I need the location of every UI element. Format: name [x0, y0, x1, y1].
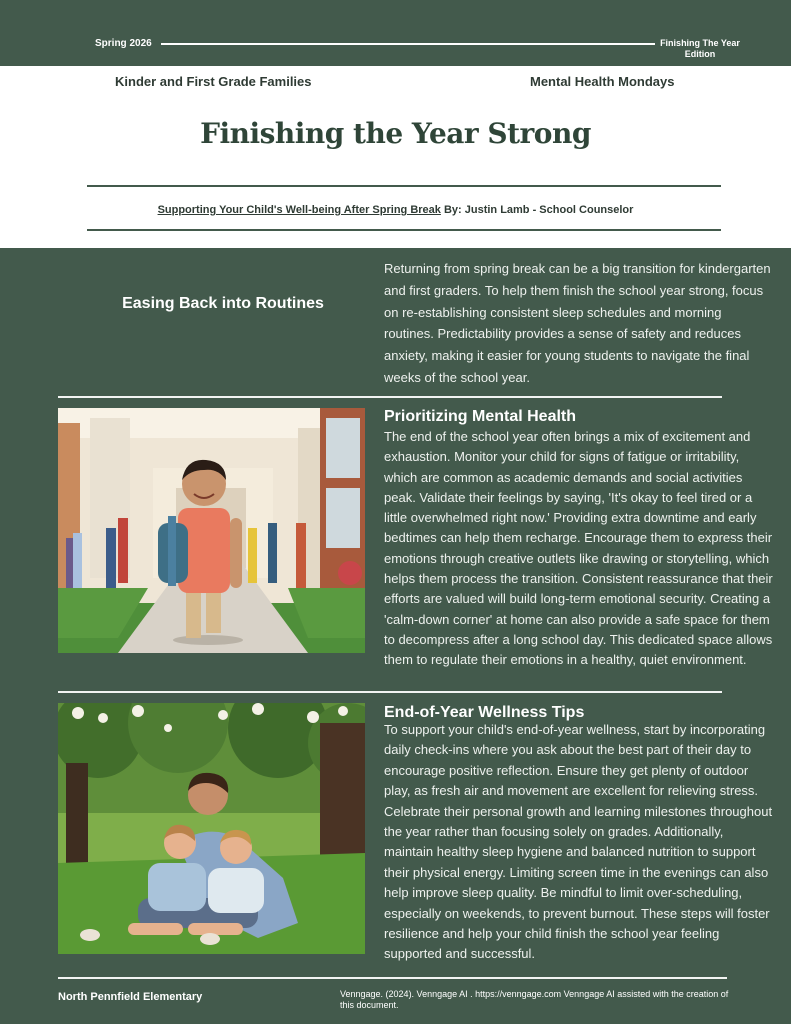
title-rule-top — [87, 185, 721, 187]
audience-label: Kinder and First Grade Families — [115, 74, 312, 89]
photo-child-walking — [58, 408, 365, 653]
section-divider — [58, 396, 722, 398]
school-name: North Pennfield Elementary — [58, 991, 203, 1003]
title-rule-bottom — [87, 229, 721, 231]
byline-subtitle: Supporting Your Child's Well-being After Spring Break — [157, 204, 441, 216]
section-divider — [58, 691, 722, 693]
byline — [0, 204, 791, 216]
section-body-wellness-tips: To support your child's end-of-year wellness, start by incorporating daily check-ins where you ask about the best part of their day to encourage positive reflection. Ensure they get plenty of outdoor play, as fresh air and movement are excellent for relieving stress. Celebrate their personal growth and learning milestones throughout the year rather than focusing solely on grades. Additionally, maintain healthy sleep hygiene and balanced nutrition to support their physical energy. Limiting screen time in the evenings can also help improve sleep quality. Be mindful to limit over-scheduling, especially on weekends, to prevent burnout. These steps will foster resilience and help your child finish the school year feeling supported and successful. — [384, 722, 773, 962]
edition-label: Finishing The Year Edition — [660, 38, 740, 59]
season-label: Spring 2026 — [95, 38, 152, 49]
section-heading-wellness-tips: End-of-Year Wellness Tips — [384, 704, 585, 721]
photo-family-outdoors — [58, 703, 365, 954]
section-body-routines: Returning from spring break can be a big transition for kindergarten and first graders. To help them finish the school year strong, focus on re-establishing consistent sleep schedules and morning routines. Predictability provides a sense of safety and reduces anxiety, making it easier for young students to navigate the final weeks of the school year. — [384, 261, 771, 385]
footer-divider — [58, 977, 727, 979]
series-label: Mental Health Mondays — [530, 74, 675, 89]
page-title: Finishing the Year Strong — [200, 117, 591, 150]
section-heading-mental-health: Prioritizing Mental Health — [384, 408, 577, 425]
section-heading-routines: Easing Back into Routines — [122, 295, 324, 312]
header-rule — [161, 43, 655, 45]
byline-author: By: Justin Lamb - School Counselor — [440, 204, 634, 216]
section-body-mental-health: The end of the school year often brings a mix of excitement and exhaustion. Monitor your child for signs of fatigue or irritability, which are common as academic demands and social activities peak. Validate their feelings by saying, 'It's okay to feel tired or a little overwhelmed right now.' Providing extra downtime and early bedtimes can help them recharge. Encourage them to express their emotions through creative outlets like drawing or storytelling, which helps them process the transition. Consistent reassurance that their efforts are valued will build long-term emotional security. Creating a 'calm-down corner' at home can also provide a safe space for them to decompress after a long school day. This dedicated space allows them to regulate their emotions in a healthy, quiet environment. — [384, 429, 773, 668]
citation-text: Venngage. (2024). Venngage AI . https://venngage.com Venngage AI assisted with the creation of this document. — [340, 989, 729, 1010]
